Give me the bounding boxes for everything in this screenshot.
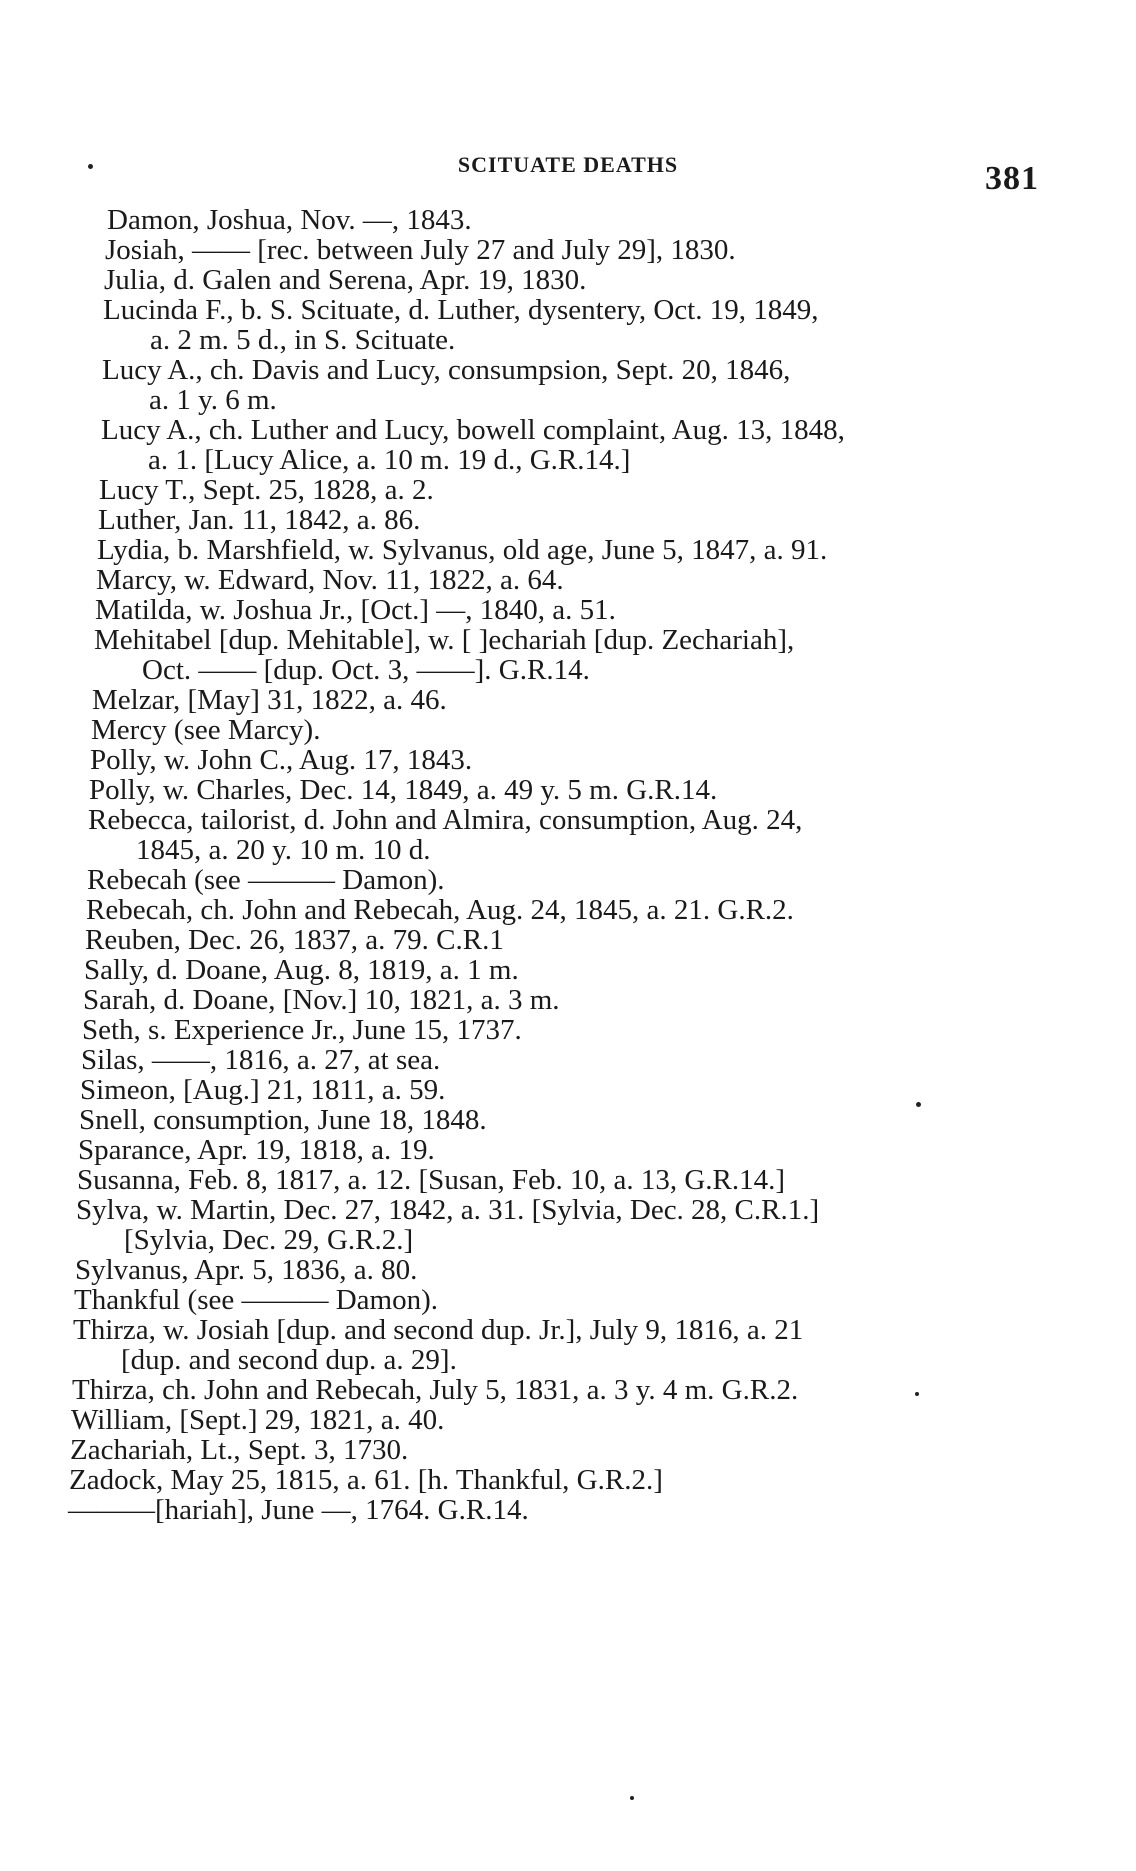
- death-entry: [81, 1045, 1136, 1075]
- death-entry: [78, 1135, 1136, 1165]
- stray-dot-bottom: [630, 1796, 634, 1800]
- entry-line: Polly, w. Charles, Dec. 14, 1849, a. 49 y. 5 m. G.R.14.: [89, 774, 718, 806]
- death-entry: [77, 1165, 1136, 1195]
- death-entry: [91, 715, 1136, 745]
- death-entry: [92, 685, 1136, 715]
- death-entry: [97, 535, 1136, 565]
- death-entry: [102, 355, 1136, 415]
- entry-line: Sparance, Apr. 19, 1818, a. 19.: [78, 1134, 435, 1166]
- death-entry: [86, 895, 1136, 925]
- death-entry: [90, 745, 1136, 775]
- death-entry: [80, 1075, 1136, 1105]
- death-entry: [89, 775, 1136, 805]
- entry-line: Reuben, Dec. 26, 1837, a. 79. C.R.1: [85, 924, 504, 956]
- entry-continuation: a. 1 y. 6 m.: [149, 384, 277, 416]
- death-entry: [75, 1255, 1136, 1285]
- entry-line: Damon, Joshua, Nov. —, 1843.: [107, 204, 472, 236]
- stray-dot-right: [916, 1102, 921, 1107]
- death-record-list: [0, 205, 1136, 1525]
- entry-continuation: [dup. and second dup. a. 29].: [121, 1344, 457, 1376]
- entry-line: Zachariah, Lt., Sept. 3, 1730.: [70, 1434, 409, 1466]
- entry-line: Zadock, May 25, 1815, a. 61. [h. Thankful, G.R.2.]: [69, 1464, 663, 1496]
- entry-line: Julia, d. Galen and Serena, Apr. 19, 1830.: [104, 264, 587, 296]
- death-entry: [83, 985, 1136, 1015]
- entry-line: Susanna, Feb. 8, 1817, a. 12. [Susan, Feb. 10, a. 13, G.R.14.]: [77, 1164, 786, 1196]
- entry-continuation: [Sylvia, Dec. 29, G.R.2.]: [124, 1224, 414, 1256]
- death-entry: [96, 565, 1136, 595]
- death-entry: [74, 1285, 1136, 1315]
- entry-continuation: 1845, a. 20 y. 10 m. 10 d.: [136, 834, 431, 866]
- entry-line: Lucinda F., b. S. Scituate, d. Luther, dysentery, Oct. 19, 1849,: [103, 294, 819, 326]
- entry-line: Mercy (see Marcy).: [91, 714, 321, 746]
- death-entry: [101, 415, 1136, 475]
- death-entry: [76, 1195, 1136, 1255]
- entry-line: William, [Sept.] 29, 1821, a. 40.: [71, 1404, 445, 1436]
- death-entry: [105, 235, 1136, 265]
- death-entry: [99, 475, 1136, 505]
- death-entry: [71, 1405, 1136, 1435]
- entry-line: Marcy, w. Edward, Nov. 11, 1822, a. 64.: [96, 564, 564, 596]
- entry-line: Rebecah, ch. John and Rebecah, Aug. 24, 1845, a. 21. G.R.2.: [86, 894, 794, 926]
- death-entry: [104, 265, 1136, 295]
- entry-line: Lydia, b. Marshfield, w. Sylvanus, old age, June 5, 1847, a. 91.: [97, 534, 828, 566]
- entry-line: Thirza, w. Josiah [dup. and second dup. Jr.], July 9, 1816, a. 21: [73, 1314, 804, 1346]
- page-number: 381: [985, 160, 1039, 197]
- entry-continuation: a. 2 m. 5 d., in S. Scituate.: [150, 324, 456, 356]
- stray-dot-right-lower: [915, 1392, 919, 1396]
- entry-line: Matilda, w. Joshua Jr., [Oct.] —, 1840, a. 51.: [95, 594, 616, 626]
- running-head: SCITUATE DEATHS: [457, 152, 679, 177]
- entry-line: Lucy T., Sept. 25, 1828, a. 2.: [99, 474, 434, 506]
- death-entry: [70, 1435, 1136, 1465]
- death-entry: [103, 295, 1136, 355]
- entry-line: Thankful (see ——— Damon).: [74, 1284, 439, 1316]
- entry-line: ———[hariah], June —, 1764. G.R.14.: [68, 1494, 529, 1526]
- death-entry: [82, 1015, 1136, 1045]
- death-entry: [84, 955, 1136, 985]
- entry-line: Sarah, d. Doane, [Nov.] 10, 1821, a. 3 m.: [83, 984, 560, 1016]
- entry-continuation: Oct. —— [dup. Oct. 3, ——]. G.R.14.: [142, 654, 590, 686]
- entry-line: Rebecah (see ——— Damon).: [87, 864, 445, 896]
- entry-line: Josiah, —— [rec. between July 27 and July 29], 1830.: [105, 234, 736, 266]
- death-entry: [107, 205, 1136, 235]
- death-entry: [95, 595, 1136, 625]
- death-entry: [73, 1315, 1136, 1375]
- entry-line: Rebecca, tailorist, d. John and Almira, consumption, Aug. 24,: [88, 804, 803, 836]
- entry-line: Melzar, [May] 31, 1822, a. 46.: [92, 684, 447, 716]
- death-entry: [79, 1105, 1136, 1135]
- death-entry: [87, 865, 1136, 895]
- entry-line: Sally, d. Doane, Aug. 8, 1819, a. 1 m.: [84, 954, 519, 986]
- death-entry: [68, 1495, 1136, 1525]
- entry-line: Simeon, [Aug.] 21, 1811, a. 59.: [80, 1074, 446, 1106]
- entry-line: Snell, consumption, June 18, 1848.: [79, 1104, 487, 1136]
- death-entry: [69, 1465, 1136, 1495]
- entry-line: Thirza, ch. John and Rebecah, July 5, 1831, a. 3 y. 4 m. G.R.2.: [72, 1374, 799, 1406]
- entry-line: Sylva, w. Martin, Dec. 27, 1842, a. 31. [Sylvia, Dec. 28, C.R.1.]: [76, 1194, 820, 1226]
- entry-line: Sylvanus, Apr. 5, 1836, a. 80.: [75, 1254, 418, 1286]
- death-entry: [72, 1375, 1136, 1405]
- entry-line: Luther, Jan. 11, 1842, a. 86.: [98, 504, 421, 536]
- entry-line: Lucy A., ch. Davis and Lucy, consumpsion, Sept. 20, 1846,: [102, 354, 791, 386]
- entry-line: Silas, ——, 1816, a. 27, at sea.: [81, 1044, 441, 1076]
- entry-continuation: a. 1. [Lucy Alice, a. 10 m. 19 d., G.R.14.]: [148, 444, 631, 476]
- entry-line: Mehitabel [dup. Mehitable], w. [ ]echariah [dup. Zechariah],: [94, 624, 795, 656]
- entry-line: Lucy A., ch. Luther and Lucy, bowell complaint, Aug. 13, 1848,: [101, 414, 845, 446]
- death-entry: [88, 805, 1136, 865]
- death-entry: [94, 625, 1136, 685]
- entry-line: Polly, w. John C., Aug. 17, 1843.: [90, 744, 473, 776]
- death-entry: [85, 925, 1136, 955]
- death-entry: [98, 505, 1136, 535]
- entry-line: Seth, s. Experience Jr., June 15, 1737.: [82, 1014, 522, 1046]
